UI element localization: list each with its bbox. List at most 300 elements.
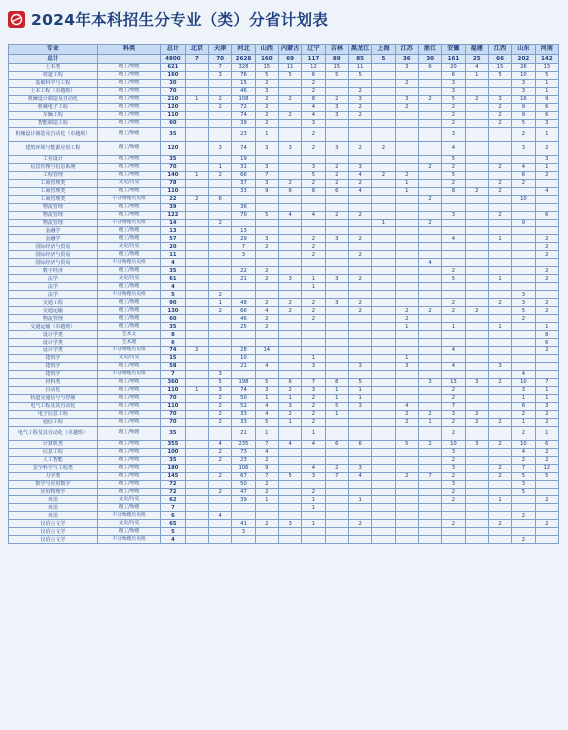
province-count	[512, 362, 535, 370]
province-count	[185, 71, 208, 79]
province-count	[465, 171, 488, 179]
province-count: 2	[325, 95, 348, 103]
province-count: 3	[255, 87, 278, 95]
province-count	[348, 283, 371, 291]
title-bar	[8, 6, 328, 32]
table-row	[9, 267, 559, 275]
province-count	[395, 448, 418, 456]
province-count	[325, 267, 348, 275]
major-name: 土木工程（卓越班）	[9, 87, 98, 95]
table-row	[9, 71, 559, 79]
province-count: 2	[488, 179, 511, 187]
province-count	[372, 259, 395, 267]
province-count: 2	[488, 472, 511, 480]
province-count: 2	[255, 299, 278, 307]
province-count	[185, 291, 208, 299]
province-count	[488, 243, 511, 251]
row-total: 110	[161, 402, 185, 410]
province-count: 3	[255, 179, 278, 187]
province-count	[185, 370, 208, 378]
province-count	[512, 496, 535, 504]
province-count: 2	[535, 251, 558, 259]
subject-category: 理工/物理	[97, 64, 160, 72]
province-count	[208, 79, 231, 87]
province-count	[465, 331, 488, 339]
column-header: 专业	[9, 45, 98, 55]
province-count: 1	[488, 235, 511, 243]
province-count	[302, 448, 325, 456]
province-count: 5	[535, 71, 558, 79]
table-row	[9, 119, 559, 127]
province-count	[325, 227, 348, 235]
province-count: 1	[255, 426, 278, 440]
province-count: 2	[325, 179, 348, 187]
province-count: 2	[302, 179, 325, 187]
province-count	[465, 504, 488, 512]
table-row	[9, 370, 559, 378]
major-name: 材料类	[9, 378, 98, 386]
row-total: 70	[161, 87, 185, 95]
table-row	[9, 464, 559, 472]
province-count: 1	[395, 354, 418, 362]
province-count: 3	[442, 211, 465, 219]
province-count	[208, 179, 231, 187]
province-count	[488, 219, 511, 227]
subject-category: 理工/物理	[97, 410, 160, 418]
total-cell: 160	[255, 54, 278, 64]
province-count: 2	[348, 141, 371, 155]
province-count	[348, 267, 371, 275]
province-count	[208, 536, 231, 544]
province-count: 2	[255, 79, 278, 87]
province-count	[208, 259, 231, 267]
province-count	[535, 195, 558, 203]
province-count	[535, 291, 558, 299]
province-count: 3	[325, 235, 348, 243]
row-total: 90	[161, 299, 185, 307]
province-count: 2	[302, 87, 325, 95]
province-count	[278, 426, 301, 440]
province-count: 2	[535, 243, 558, 251]
province-count	[372, 179, 395, 187]
province-count	[465, 448, 488, 456]
province-count: 1	[348, 386, 371, 394]
subject-category: 理工/物理	[97, 504, 160, 512]
province-count	[255, 227, 278, 235]
province-count	[278, 267, 301, 275]
province-count	[418, 283, 441, 291]
province-count: 12	[535, 464, 558, 472]
province-count: 3	[535, 119, 558, 127]
province-count	[348, 127, 371, 141]
province-count	[185, 243, 208, 251]
province-count	[465, 243, 488, 251]
province-count	[325, 127, 348, 141]
province-count: 2	[395, 315, 418, 323]
province-count: 10	[512, 378, 535, 386]
province-count	[465, 127, 488, 141]
province-count: 36	[232, 203, 255, 211]
province-count	[278, 79, 301, 87]
major-name: 工商管理类	[9, 179, 98, 187]
province-count: 2	[488, 103, 511, 111]
major-name: 工业设计	[9, 155, 98, 163]
subject-category: 不分物理历史组	[97, 291, 160, 299]
province-count	[372, 512, 395, 520]
province-count	[278, 354, 301, 362]
column-header: 内蒙古	[278, 45, 301, 55]
province-count	[255, 536, 278, 544]
province-count: 8	[442, 187, 465, 195]
province-count	[208, 127, 231, 141]
province-count	[488, 227, 511, 235]
province-count: 2	[418, 410, 441, 418]
province-count: 3	[535, 402, 558, 410]
province-count	[325, 283, 348, 291]
province-count: 7	[325, 472, 348, 480]
row-total: 4	[161, 259, 185, 267]
province-count	[372, 283, 395, 291]
province-count: 3	[512, 480, 535, 488]
province-count	[418, 528, 441, 536]
province-count: 2	[535, 448, 558, 456]
province-count	[465, 456, 488, 464]
major-name: 电子信息工程	[9, 410, 98, 418]
province-count	[325, 251, 348, 259]
row-total: 20	[161, 243, 185, 251]
province-count	[395, 339, 418, 347]
row-total: 6	[161, 339, 185, 347]
province-count: 1	[372, 219, 395, 227]
province-count	[278, 259, 301, 267]
province-count: 3	[255, 141, 278, 155]
province-count	[442, 227, 465, 235]
province-count: 1	[185, 386, 208, 394]
province-count	[372, 275, 395, 283]
province-count	[185, 480, 208, 488]
province-count: 4	[442, 141, 465, 155]
province-count	[465, 323, 488, 331]
province-count	[302, 323, 325, 331]
province-count	[418, 386, 441, 394]
province-count: 26	[512, 64, 535, 72]
province-count	[465, 87, 488, 95]
province-count	[512, 211, 535, 219]
province-count: 3	[348, 362, 371, 370]
province-count	[255, 195, 278, 203]
major-name: 建筑学	[9, 362, 98, 370]
row-total: 122	[161, 211, 185, 219]
province-count	[488, 331, 511, 339]
province-count: 2	[488, 440, 511, 448]
row-total: 70	[161, 394, 185, 402]
table-row	[9, 315, 559, 323]
province-count	[372, 339, 395, 347]
province-count: 1	[302, 283, 325, 291]
province-count	[208, 354, 231, 362]
province-count: 74	[232, 141, 255, 155]
province-count	[325, 291, 348, 299]
column-header: 天津	[208, 45, 231, 55]
row-total: 355	[161, 440, 185, 448]
total-cell: 161	[442, 54, 465, 64]
column-header: 黑龙江	[348, 45, 371, 55]
province-count: 6	[535, 440, 558, 448]
province-count	[325, 243, 348, 251]
province-count	[208, 187, 231, 195]
province-count: 74	[232, 386, 255, 394]
column-header: 山西	[255, 45, 278, 55]
province-count: 3	[325, 141, 348, 155]
total-label: 总计	[9, 54, 98, 64]
province-count	[418, 504, 441, 512]
province-count: 3	[442, 480, 465, 488]
province-count	[395, 378, 418, 386]
row-total: 110	[161, 386, 185, 394]
province-count: 2	[512, 315, 535, 323]
province-count	[208, 267, 231, 275]
table-row	[9, 496, 559, 504]
province-count: 2	[348, 307, 371, 315]
total-cell: 69	[278, 54, 301, 64]
province-count	[255, 219, 278, 227]
major-name: 基础科学与工程	[9, 79, 98, 87]
province-count	[488, 141, 511, 155]
province-count	[465, 370, 488, 378]
province-count	[255, 155, 278, 163]
province-count: 4	[348, 472, 371, 480]
province-count: 2	[512, 127, 535, 141]
province-count: 2	[512, 426, 535, 440]
province-count: 5	[442, 275, 465, 283]
table-row	[9, 520, 559, 528]
table-row	[9, 488, 559, 496]
province-count: 2	[442, 267, 465, 275]
province-count: 3	[348, 95, 371, 103]
major-name: 人工智能	[9, 456, 98, 464]
province-count	[535, 512, 558, 520]
province-count	[348, 456, 371, 464]
province-count	[185, 440, 208, 448]
province-count: 2	[325, 171, 348, 179]
province-count: 7	[512, 464, 535, 472]
province-count: 3	[255, 163, 278, 171]
province-count: 3	[512, 386, 535, 394]
province-count: 3	[255, 386, 278, 394]
province-count: 2	[488, 299, 511, 307]
province-count: 2	[395, 171, 418, 179]
province-count: 2	[255, 243, 278, 251]
row-total: 14	[161, 219, 185, 227]
major-name: 法学	[9, 283, 98, 291]
province-count: 1	[348, 496, 371, 504]
province-count: 12	[302, 64, 325, 72]
province-count	[372, 480, 395, 488]
province-count: 1	[255, 394, 278, 402]
province-count: 31	[232, 163, 255, 171]
row-total: 13	[161, 227, 185, 235]
province-count: 4	[418, 259, 441, 267]
major-name: 数学与应用数学	[9, 480, 98, 488]
province-count	[278, 219, 301, 227]
province-count	[418, 448, 441, 456]
table-row	[9, 528, 559, 536]
province-count: 5	[512, 307, 535, 315]
major-name: 电气工程及其自动化（卓越班）	[9, 426, 98, 440]
total-cell: 89	[325, 54, 348, 64]
row-total: 120	[161, 141, 185, 155]
province-count	[302, 528, 325, 536]
province-count: 4	[208, 512, 231, 520]
province-count	[372, 79, 395, 87]
province-count	[372, 402, 395, 410]
province-count: 3	[442, 87, 465, 95]
major-name: 力学类	[9, 472, 98, 480]
province-count: 2	[208, 448, 231, 456]
province-count	[418, 111, 441, 119]
province-count	[535, 370, 558, 378]
province-count	[395, 203, 418, 211]
province-count: 5	[255, 211, 278, 219]
province-count: 9	[255, 464, 278, 472]
province-count	[488, 386, 511, 394]
province-count	[512, 235, 535, 243]
province-count	[512, 251, 535, 259]
province-count: 2	[418, 219, 441, 227]
subject-category: 理工/物理	[97, 267, 160, 275]
province-count: 2	[348, 275, 371, 283]
province-count	[395, 464, 418, 472]
province-count	[255, 283, 278, 291]
major-name: 轨道交通信号与控制	[9, 394, 98, 402]
subject-category: 理工/物理	[97, 227, 160, 235]
subject-category: 理工/物理	[97, 87, 160, 95]
province-count: 37	[232, 179, 255, 187]
province-count: 7	[302, 378, 325, 386]
province-count: 48	[232, 299, 255, 307]
province-count	[418, 179, 441, 187]
province-count	[185, 426, 208, 440]
province-count: 20	[442, 64, 465, 72]
province-count	[278, 528, 301, 536]
province-count	[488, 127, 511, 141]
province-count: 3	[208, 386, 231, 394]
province-count	[395, 87, 418, 95]
province-count	[185, 187, 208, 195]
province-count	[208, 464, 231, 472]
province-count: 2	[348, 211, 371, 219]
table-row	[9, 331, 559, 339]
province-count	[372, 291, 395, 299]
row-total: 120	[161, 103, 185, 111]
province-count	[232, 195, 255, 203]
province-count	[418, 488, 441, 496]
province-count	[278, 464, 301, 472]
province-count	[465, 203, 488, 211]
province-count: 7	[232, 243, 255, 251]
province-count: 198	[232, 378, 255, 386]
table-row	[9, 179, 559, 187]
province-count	[535, 362, 558, 370]
province-count	[185, 402, 208, 410]
province-count: 4	[442, 347, 465, 355]
province-count: 4	[255, 448, 278, 456]
province-count	[488, 394, 511, 402]
province-count: 2	[535, 456, 558, 464]
province-count	[325, 448, 348, 456]
subject-category: 理工/物理	[97, 235, 160, 243]
subject-category: 不分物理历史组	[97, 347, 160, 355]
table-row	[9, 448, 559, 456]
province-count	[348, 315, 371, 323]
province-count: 2	[278, 410, 301, 418]
province-count	[488, 480, 511, 488]
province-count	[465, 426, 488, 440]
province-count	[372, 331, 395, 339]
province-count	[372, 267, 395, 275]
table-row	[9, 480, 559, 488]
province-count: 4	[302, 464, 325, 472]
province-count	[465, 402, 488, 410]
province-count	[395, 195, 418, 203]
province-count	[488, 259, 511, 267]
major-name: 建筑学	[9, 370, 98, 378]
province-count: 2	[535, 299, 558, 307]
province-count: 3	[488, 362, 511, 370]
province-count	[372, 472, 395, 480]
province-count: 9	[255, 187, 278, 195]
row-total: 72	[161, 480, 185, 488]
province-count: 1	[208, 163, 231, 171]
province-count: 8	[302, 187, 325, 195]
province-count: 4	[348, 171, 371, 179]
column-header: 福建	[465, 45, 488, 55]
province-count	[278, 480, 301, 488]
province-count	[465, 267, 488, 275]
province-count	[325, 528, 348, 536]
province-count: 1	[255, 127, 278, 141]
province-count: 3	[302, 386, 325, 394]
province-count: 3	[208, 370, 231, 378]
province-count	[395, 528, 418, 536]
column-header: 山东	[512, 45, 535, 55]
province-count	[278, 235, 301, 243]
province-count: 2	[512, 179, 535, 187]
province-count	[372, 163, 395, 171]
row-total: 60	[161, 119, 185, 127]
province-count: 1	[325, 386, 348, 394]
province-count	[488, 315, 511, 323]
province-count	[512, 354, 535, 362]
province-count	[512, 259, 535, 267]
province-count: 2	[278, 299, 301, 307]
province-count	[418, 251, 441, 259]
row-total: 35	[161, 155, 185, 163]
row-total: 11	[161, 251, 185, 259]
province-count: 4	[278, 440, 301, 448]
row-total: 22	[161, 195, 185, 203]
row-total: 4	[161, 283, 185, 291]
province-count: 25	[232, 323, 255, 331]
province-count	[372, 119, 395, 127]
province-count: 5	[325, 71, 348, 79]
province-count	[185, 354, 208, 362]
province-count: 2	[302, 410, 325, 418]
province-count	[442, 259, 465, 267]
province-count: 23	[232, 127, 255, 141]
province-count: 5	[278, 472, 301, 480]
province-count: 2	[442, 456, 465, 464]
